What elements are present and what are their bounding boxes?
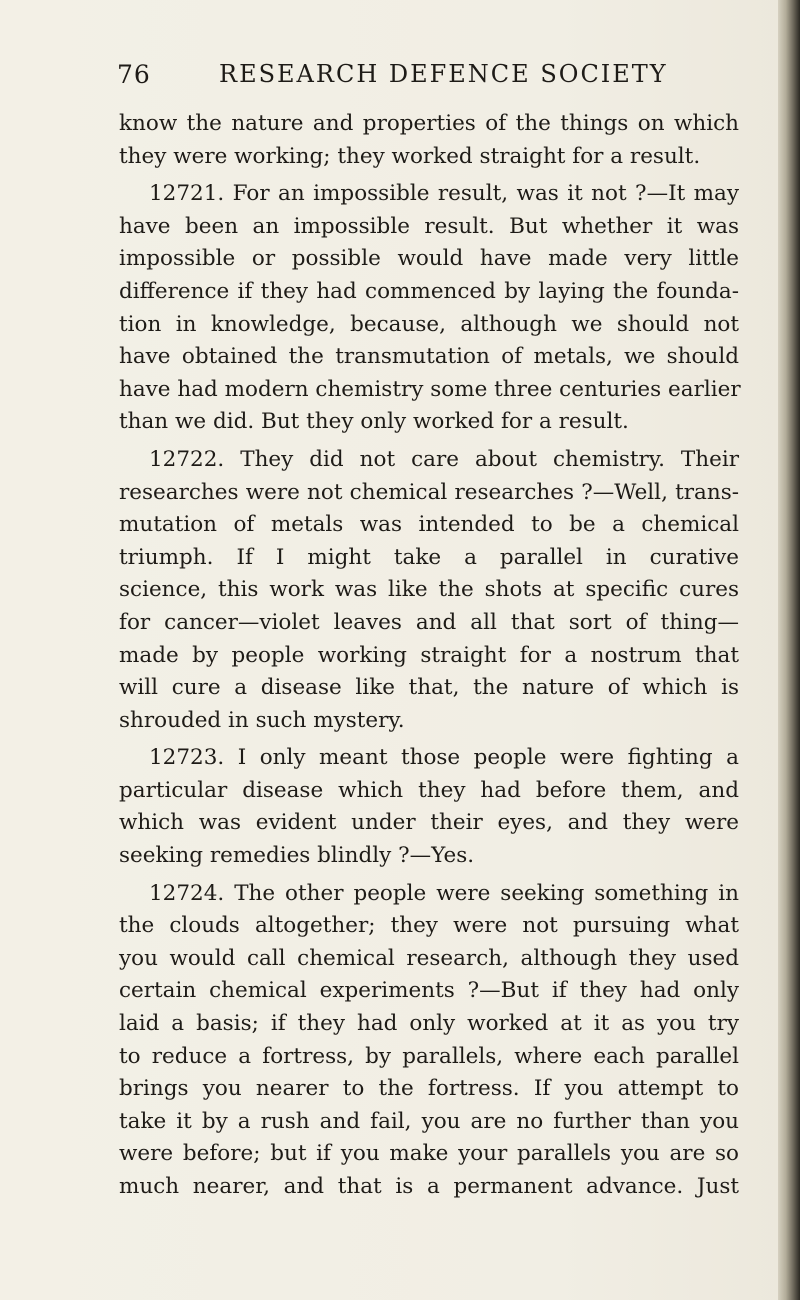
text-line: the clouds altogether; they were not pursuing what [119,913,739,939]
text-line: impossible or possible would have made very little [119,246,739,272]
text-line: laid a basis; if they had only worked at it as you try [119,1011,739,1037]
text-line: have been an impossible result. But whether it was [119,213,739,239]
text-line: made by people working straight for a nostrum that [119,642,739,668]
paragraph-12723-start: 12723. I only meant those people were fighting a [149,745,739,771]
text-line: brings you nearer to the fortress. If you attempt to [119,1076,739,1102]
text-line: seeking remedies blindly ?—Yes. [119,843,475,869]
text-line: certain chemical experiments ?—But if they had only [119,978,739,1004]
text-line: difference if they had commenced by laying the founda- [119,278,739,304]
text-line: to reduce a fortress, by parallels, where each parallel [119,1043,739,1069]
text-line: you would call chemical research, although they used [119,945,739,971]
paragraph-12724-start: 12724. The other people were seeking something in [149,880,739,906]
text-line: have had modern chemistry some three centuries earlier [119,376,741,402]
text-line: researches were not chemical researches ?—Well, trans- [119,479,739,505]
body-text [119,108,739,1204]
text-line: tion in knowledge, because, although we should not [119,311,739,337]
text-line: they were working; they worked straight for a result. [119,143,701,169]
text-line: particular disease which they had before them, and [119,777,739,803]
text-line: will cure a disease like that, the nature of which is [119,675,739,701]
text-line: triumph. If I might take a parallel in curative [119,544,739,570]
text-line: were before; but if you make your parallels you are so [119,1141,739,1167]
text-line: mutation of metals was intended to be a chemical [119,512,739,538]
text-line: shrouded in such mystery. [119,707,405,733]
paragraph-12722-start: 12722. They did not care about chemistry. Their [149,446,739,472]
text-line: which was evident under their eyes, and they were [119,810,739,836]
page-number: 76 [117,60,151,89]
running-head: RESEARCH DEFENCE SOCIETY [219,60,668,88]
text-line: have obtained the transmutation of metals, we should [119,344,739,370]
text-line: science, this work was like the shots at specific cures [119,577,739,603]
text-line: much nearer, and that is a permanent advance. Just [119,1174,739,1199]
text-line: know the nature and properties of the things on which [119,111,739,136]
text-line: for cancer—violet leaves and all that sort of thing— [119,609,739,635]
text-line: than we did. But they only worked for a result. [119,409,629,435]
text-line: take it by a rush and fail, you are no further than you [119,1108,739,1134]
paragraph-12721-start: 12721. For an impossible result, was it not ?—It may [149,181,739,207]
page-header [117,60,668,96]
page-edge-shadow [778,0,800,1300]
